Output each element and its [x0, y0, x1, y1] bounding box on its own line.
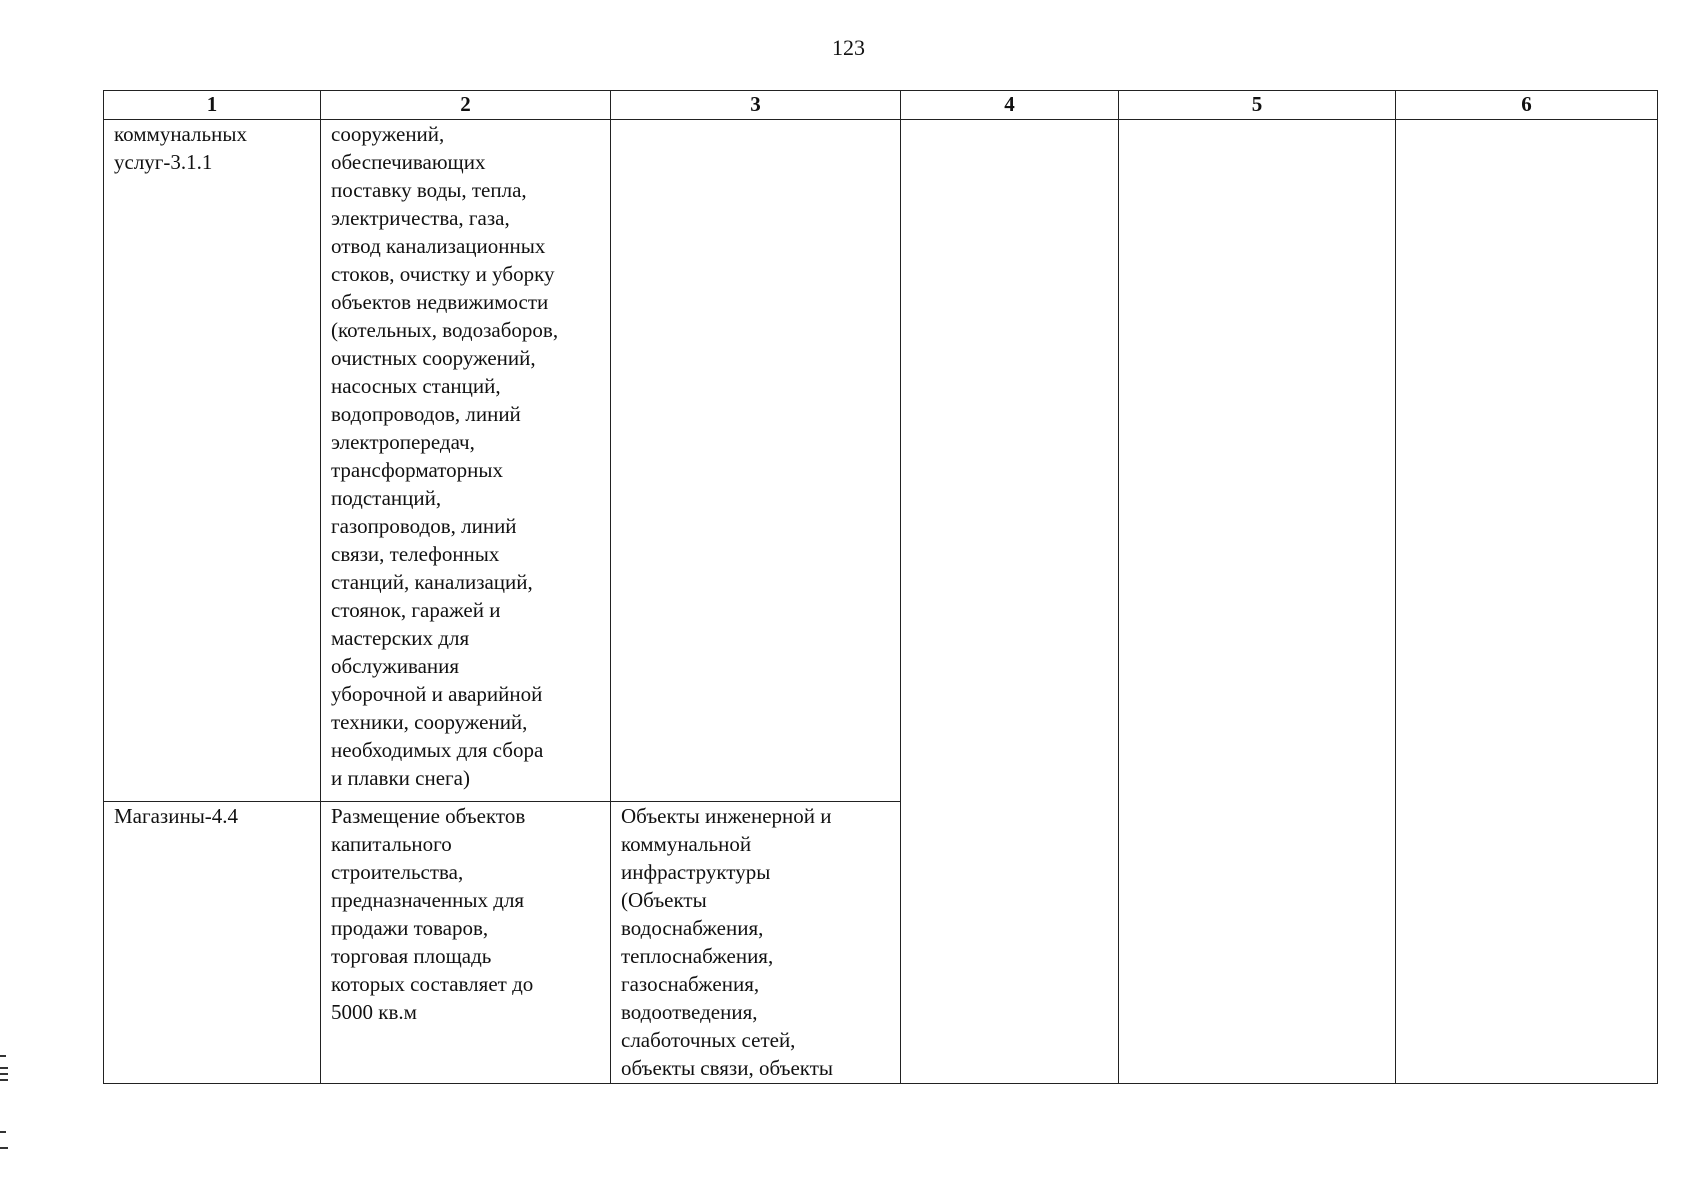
column-header-1: 1 [104, 91, 321, 120]
column-header-2: 2 [321, 91, 611, 120]
cell-text: Объекты инженерной и коммунальной инфраструктуры (Объекты водоснабжения, теплоснабжения, газоснабжения, водоотведения, слаботочных сетей, объекты связи, объекты [621, 804, 834, 1080]
page-number: 123 [832, 35, 865, 60]
column-header-4: 4 [901, 91, 1119, 120]
table-cell-description [321, 120, 611, 802]
table-body [104, 120, 1658, 1084]
table-cell-col6 [1396, 120, 1658, 1084]
cell-text: Магазины-4.4 [114, 804, 239, 828]
table-cell-objects [611, 120, 901, 802]
table-cell-objects [611, 802, 901, 1084]
cell-text: сооружений, обеспечивающих поставку воды, тепла, электричества, газа, отвод канализационных стоков, очистку и уборку объектов недвижимости (котельных, водозаборов, очистных сооружений, насосных станций, водопроводов, линий электропередач, трансформаторных подстанций, газопроводов, линий связи, телефонных станций, канализаций, стоянок, гаражей и мастерских для обслуживания уборочной и аварийной техники, сооружений, необходимых для сбора и плавки снега) [331, 122, 559, 790]
column-header-3: 3 [611, 91, 901, 120]
table-cell-activity [104, 120, 321, 802]
column-header-6: 6 [1396, 91, 1658, 120]
table-header [104, 91, 1658, 120]
document-table [103, 90, 1658, 1084]
scan-margin-marks [0, 1055, 10, 1153]
column-header-5: 5 [1119, 91, 1396, 120]
cell-text: коммунальных услуг-3.1.1 [114, 122, 247, 174]
table-cell-activity [104, 802, 321, 1084]
table-cell-description [321, 802, 611, 1084]
header-row [104, 91, 1658, 120]
table-row [104, 120, 1658, 802]
cell-text: Размещение объектов капитального строительства, предназначенных для продажи товаров, торговая площадь которых составляет до 5000 кв.м [331, 804, 534, 1024]
table-cell-col4 [901, 120, 1119, 1084]
table-cell-col5 [1119, 120, 1396, 1084]
